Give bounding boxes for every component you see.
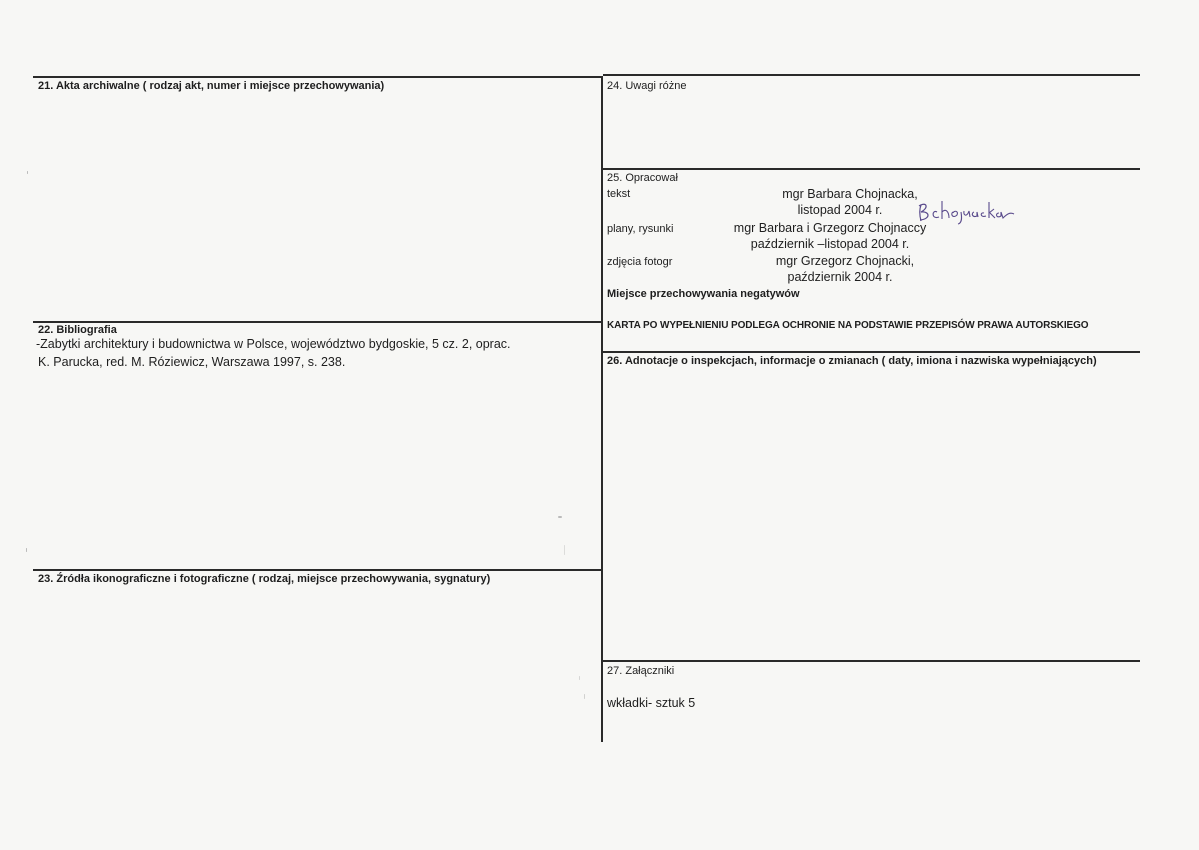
- scan-speck: [27, 171, 28, 174]
- zdjecia-date: październik 2004 r.: [787, 270, 893, 284]
- rule-right-27: [603, 660, 1140, 662]
- bibliography-line-2: K. Parucka, red. M. Róziewicz, Warszawa 1997, s. 238.: [38, 355, 346, 369]
- tekst-date: listopad 2004 r.: [797, 203, 883, 217]
- section-24-title: 24. Uwagi różne: [607, 80, 687, 92]
- section-22-title: 22. Bibliografia: [38, 324, 117, 336]
- scan-speck: [26, 548, 27, 552]
- section-26-title: 26. Adnotacje o inspekcjach, informacje o zmianach ( daty, imiona i nazwiska wypełniających): [607, 355, 1097, 367]
- bibliography-line-1: -Zabytki architektury i budownictwa w Polsce, województwo bydgoskie, 5 cz. 2, oprac.: [36, 337, 511, 351]
- scan-speck: [584, 694, 585, 699]
- attachments-content: wkładki- sztuk 5: [607, 696, 696, 710]
- section-21-title: 21. Akta archiwalne ( rodzaj akt, numer i miejsce przechowywania): [38, 80, 385, 92]
- top-rule-left: [33, 76, 603, 78]
- top-rule-right: [603, 74, 1140, 76]
- plany-label: plany, rysunki: [607, 223, 674, 235]
- center-divider: [601, 76, 603, 742]
- section-27-title: 27. Załączniki: [607, 665, 675, 677]
- scan-speck: [564, 545, 565, 555]
- rule-left-22: [33, 321, 601, 323]
- negatywy-label: Miejsce przechowywania negatywów: [607, 288, 800, 300]
- rule-right-26: [603, 351, 1140, 353]
- zdjecia-label: zdjęcia fotogr: [607, 256, 673, 268]
- plany-date: październik –listopad 2004 r.: [750, 237, 910, 251]
- tekst-label: tekst: [607, 188, 631, 200]
- rule-right-25: [603, 168, 1140, 170]
- plany-authors: mgr Barbara i Grzegorz Chojnaccy: [733, 221, 927, 235]
- scan-speck: [558, 516, 562, 518]
- copyright-notice: KARTA PO WYPEŁNIENIU PODLEGA OCHRONIE NA PODSTAWIE PRZEPISÓW PRAWA AUTORSKIEGO: [607, 320, 1089, 331]
- scan-speck: [579, 676, 580, 680]
- zdjecia-author: mgr Grzegorz Chojnacki,: [775, 254, 915, 268]
- tekst-author: mgr Barbara Chojnacka,: [782, 187, 918, 201]
- section-25-title: 25. Opracował: [607, 172, 678, 184]
- rule-left-23: [33, 569, 601, 571]
- section-23-title: 23. Źródła ikonograficzne i fotograficzne ( rodzaj, miejsce przechowywania, sygnatury): [38, 573, 491, 585]
